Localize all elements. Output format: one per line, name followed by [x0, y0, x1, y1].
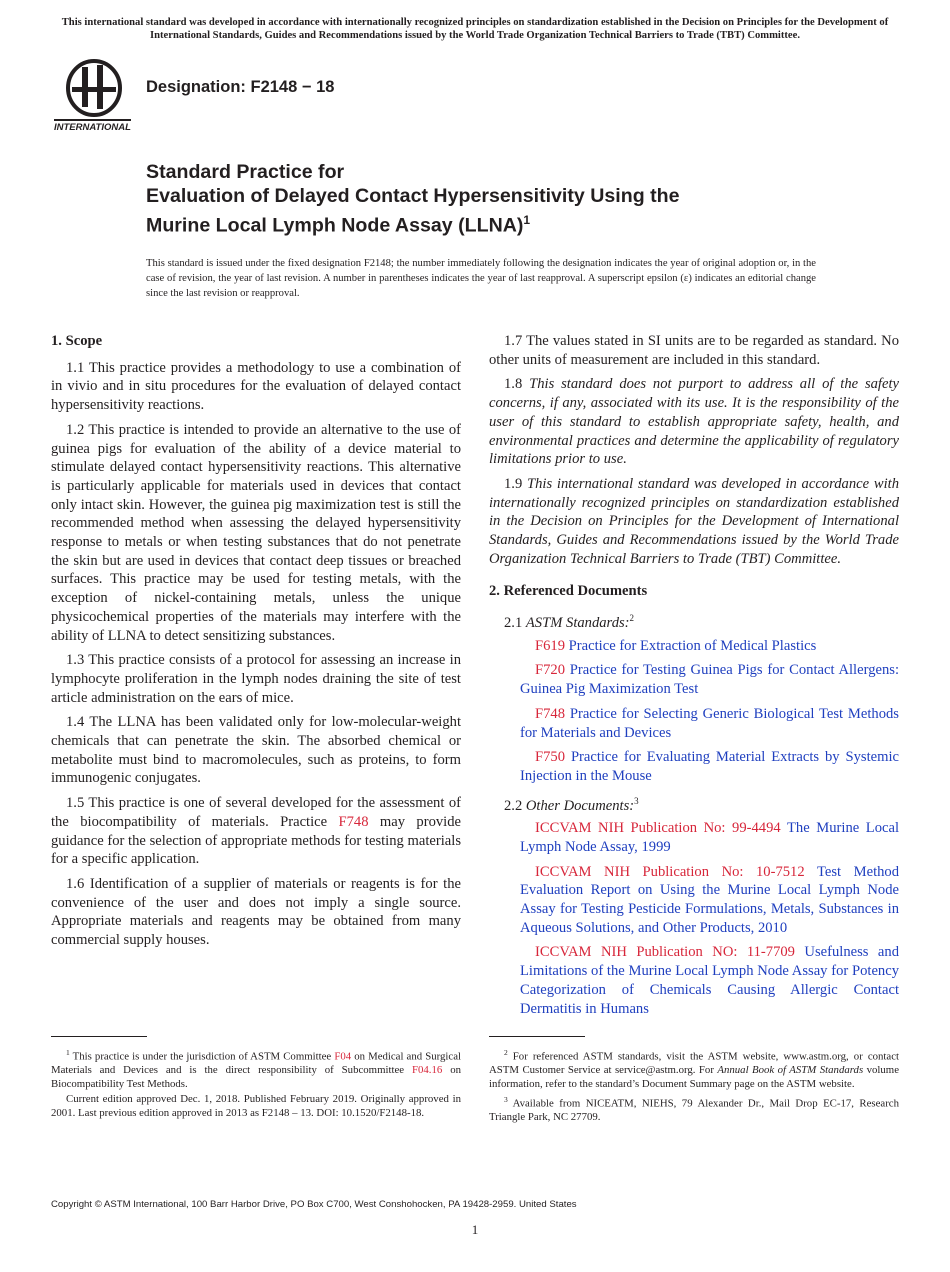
title-line-3-text: Murine Local Lymph Node Assay (LLNA)	[146, 214, 524, 237]
referenced-documents-heading: 2. Referenced Documents	[489, 583, 648, 600]
astm-standards-mark: 2	[629, 613, 635, 624]
other-documents-label	[489, 792, 899, 816]
designation: Designation: F2148 − 18	[146, 78, 335, 96]
reference-code-link[interactable]: F619	[535, 637, 566, 654]
section-1-9-num: 1.9	[504, 475, 528, 492]
footnote-2-text-b: volume information, refer to the standard’s Document Summary page on the ASTM website.	[489, 1064, 899, 1090]
reference-code-link[interactable]: F720	[535, 662, 566, 679]
footnote-rule-left	[51, 1036, 147, 1037]
link-f04[interactable]: F04	[334, 1050, 352, 1063]
footnote-1-edition: Current edition approved Dec. 1, 2018. Published February 2019. Originally approved in 2001. Last previous edition approved in 2013 as F2148 – 13. DOI: 10.1520/F2148-18.	[51, 1093, 461, 1119]
reference-code-link[interactable]: ICCVAM NIH Publication NO: 11-7709	[535, 944, 795, 961]
footnote-1-text-c: on Biocompatibility Test Methods.	[51, 1064, 461, 1090]
footnote-3	[489, 1093, 899, 1125]
section-1-9	[489, 475, 899, 569]
astm-reference-list	[489, 637, 899, 786]
document-title	[146, 160, 866, 238]
reference-title-link[interactable]: Test Method Evaluation Report on Using the Murine Local Lymph Node Assay for Testing Pesticide Formulations, Metals, Substances in Aqueous Solutions, and Other Products, 2010	[520, 863, 900, 936]
reference-title-link[interactable]: Practice for Selecting Generic Biological Test Methods for Materials and Devices	[520, 705, 899, 741]
title-line-2: Evaluation of Delayed Contact Hypersensitivity Using the	[146, 185, 680, 207]
footnote-1-text-a: This practice is under the jurisdiction of ASTM Committee	[69, 1050, 335, 1063]
footnote-rule-right	[489, 1036, 585, 1037]
section-1-9-text: This international standard was developed in accordance with internationally recognized principles on standardization established in the Decision on Principles for the Development of International Standards, Guides and Recommendations issued by the World Trade Organization Technical Barriers to Trade (TBT) Committee.	[489, 475, 900, 567]
footnote-3-mark: 3	[504, 1095, 508, 1105]
footnotes-right	[489, 1046, 899, 1127]
section-1-8	[489, 375, 899, 469]
footnote-1	[51, 1046, 461, 1091]
link-f748[interactable]: F748	[338, 813, 369, 830]
section-1-8-text: This standard does not purport to address all of the safety concerns, if any, associated with its use. It is the responsibility of the user of this standard to establish appropriate safety, health, and environmental practices and determine the applicability of regulatory limitations prior to use.	[489, 376, 899, 468]
footnotes-left	[51, 1046, 461, 1122]
section-1-5-text-b: may provide guidance for the selection of appropriate methods for testing materials for a specific application.	[51, 813, 461, 868]
other-documents-mark: 3	[634, 795, 639, 806]
footnote-2	[489, 1046, 899, 1091]
title-line-3	[146, 208, 866, 238]
astm-logo	[52, 57, 136, 131]
astm-standards-num: 2.1	[504, 615, 526, 631]
reference-item	[489, 661, 899, 698]
footnote-1-text-b: on Medical and Surgical Materials and Devices and is the direct responsibility of Subcommittee	[51, 1050, 462, 1077]
footnote-1-mark: 1	[66, 1048, 70, 1057]
right-column	[489, 332, 899, 1024]
link-f04-16[interactable]: F04.16	[411, 1064, 443, 1077]
reference-title-link[interactable]: Practice for Testing Guinea Pigs for Contact Allergens: Guinea Pig Maximization Test	[520, 662, 899, 698]
title-line-1: Standard Practice for	[146, 161, 345, 183]
other-documents-num: 2.2	[504, 797, 526, 814]
reference-item	[489, 705, 899, 742]
reference-item	[489, 863, 899, 938]
reference-title-link[interactable]: Practice for Extraction of Medical Plastics	[568, 637, 817, 654]
section-1-3: 1.3 This practice consists of a protocol for assessing an increase in lymphocyte proliferation in the lymph nodes draining the site of test article administration on the ears of mice.	[51, 652, 461, 706]
reference-code-link[interactable]: F750	[535, 749, 566, 766]
section-1-2: 1.2 This practice is intended to provide an alternative to the use of guinea pigs for evaluation of the ability of a device material to stimulate delayed contact hypersensitivity reactions. This alternative is particularly applicable for materials used in devices that contact only intact skin. However, the guinea pig maximization test is still the recommended method when assessing the delayed hypersensitivity response to metals or when testing substances that do not penetrate the skin but are used in devices that contact deep tissues or breached surfaces. This practice may be used for testing metals, with the exception of nickel-containing metals, unless the unique physicochemical properties of the materials may interfere with the ability of LLNA to detect sensitizing substances.	[51, 421, 461, 644]
reference-title-link[interactable]: The Murine Local Lymph Node Assay, 1999	[520, 820, 900, 855]
footnote-3-text: Available from NICEATM, NIEHS, 79 Alexander Dr., Mail Drop EC-17, Research Triangle Park, NC 27709.	[489, 1097, 899, 1124]
section-1-1: 1.1 This practice provides a methodology to use a combination of in vivio and in situ procedures for the evaluation of delayed contact hypersensitivity reactions.	[51, 359, 461, 414]
section-1-7: 1.7 The values stated in SI units are to be regarded as standard. No other units of measurement are included in this standard.	[489, 333, 899, 368]
reference-title-link[interactable]: Practice for Evaluating Material Extracts by Systemic Injection in the Mouse	[520, 749, 899, 784]
page-number: 1	[471, 1222, 479, 1237]
reference-item	[489, 943, 899, 1018]
section-1-5-text-a: 1.5 This practice is one of several developed for the assessment of the biocompatibility of materials. Practice	[51, 795, 461, 830]
reference-code-link[interactable]: ICCVAM NIH Publication No: 99-4494	[535, 820, 781, 837]
section-1-5	[51, 794, 461, 869]
section-1-8-num: 1.8	[504, 376, 530, 393]
footnote-2-mark: 2	[504, 1048, 508, 1057]
reference-code-link[interactable]: F748	[535, 705, 566, 722]
issued-note: This standard is issued under the fixed designation F2148; the number immediately following the designation indicates the year of original adoption or, in the case of revision, the year of last revision. A number in parentheses indicates the year of last reapproval. A superscript epsilon (ε) indicates an editorial change since the last revision or reapproval.	[146, 258, 816, 299]
other-reference-list	[489, 819, 899, 1018]
footnote-2-text-a: For referenced ASTM standards, visit the ASTM website, www.astm.org, or contact ASTM Customer Service at service@astm.org. For	[489, 1050, 899, 1077]
other-documents-text: Other Documents:	[525, 797, 635, 814]
reference-code-link[interactable]: ICCVAM NIH Publication No: 10-7512	[535, 863, 805, 880]
logo-subtext: INTERNATIONAL	[54, 119, 131, 133]
section-1-4: 1.4 The LLNA has been validated only for low-molecular-weight chemicals that can penetrate the skin. The absorbed chemical or metabolite must bind to macromolecules, such as proteins, to form immunogenic conjugates.	[51, 714, 461, 787]
reference-item	[489, 637, 899, 656]
astm-standards-label	[489, 609, 899, 633]
left-column	[51, 332, 461, 956]
section-1-6: 1.6 Identification of a supplier of materials or reagents is for the convenience of the user and does not imply a single source. Appropriate materials and reagents may be obtained from many commercial supply houses.	[51, 875, 461, 949]
title-footnote-mark: 1	[523, 213, 531, 227]
reference-item	[489, 748, 899, 785]
reference-item	[489, 819, 899, 856]
copyright: Copyright © ASTM International, 100 Barr Harbor Drive, PO Box C700, West Conshohocken, PA 19428-2959. United States	[51, 1199, 577, 1210]
reference-title-link[interactable]: Usefulness and Limitations of the Murine Local Lymph Node Assay for Potency Categorization of Chemicals Causing Allergic Contact Dermatitis in Humans	[520, 944, 899, 1017]
astm-standards-text: ASTM Standards:	[525, 615, 630, 631]
footnote-2-italic: Annual Book of ASTM Standards	[717, 1064, 864, 1077]
tbt-notice: This international standard was developed in accordance with internationally recognized principles on standardization established in the Decision on Principles for the Development of International Standards, Guides and Recommendations issued by the World Trade Organization Technical Barriers to Trade (TBT) Committee.	[61, 17, 889, 41]
scope-heading: 1. Scope	[51, 333, 103, 349]
